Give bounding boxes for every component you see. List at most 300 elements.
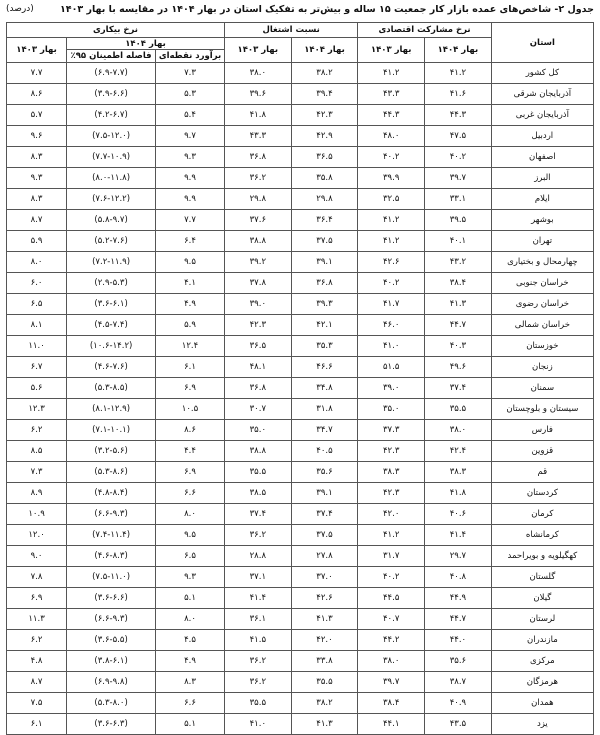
header-unemployment-1403: بهار ۱۴۰۳ [7,38,67,63]
cell-unemployment-1403: ۷.۸ [7,567,67,588]
cell-participation-1404: ۴۴.۷ [425,315,492,336]
table-row [7,714,594,735]
header-employment-1403: بهار ۱۴۰۳ [224,38,291,63]
cell-ci95: (۵.۳-۸.۶) [67,462,156,483]
cell-participation-1404: ۳۳.۱ [425,189,492,210]
cell-participation-1404: ۳۹.۷ [425,168,492,189]
cell-employment-1404: ۴۱.۳ [291,609,358,630]
cell-ci95: (۶.۹-۹.۸) [67,672,156,693]
cell-participation-1403: ۳۸.۴ [358,693,425,714]
cell-province: کهگیلویه و بویراحمد [491,546,593,567]
cell-participation-1404: ۳۵.۶ [425,651,492,672]
cell-participation-1404: ۴۷.۵ [425,126,492,147]
cell-unemployment-1403: ۶.۲ [7,630,67,651]
cell-participation-1403: ۴۴.۳ [358,105,425,126]
cell-unemployment-1403: ۸.۳ [7,189,67,210]
cell-province: تهران [491,231,593,252]
cell-employment-1403: ۳۶.۲ [224,525,291,546]
cell-unemployment-1404: ۹.۳ [156,147,225,168]
cell-participation-1403: ۴۸.۰ [358,126,425,147]
cell-unemployment-1403: ۹.۶ [7,126,67,147]
table-row [7,693,594,714]
table-row [7,315,594,336]
cell-unemployment-1403: ۱۰.۹ [7,504,67,525]
cell-ci95: (۸.۱-۱۲.۹) [67,399,156,420]
cell-province: خراسان شمالی [491,315,593,336]
cell-unemployment-1404: ۵.۱ [156,714,225,735]
table-row [7,231,594,252]
cell-unemployment-1404: ۶.۶ [156,483,225,504]
cell-participation-1404: ۲۹.۷ [425,546,492,567]
cell-employment-1404: ۳۹.۱ [291,483,358,504]
table-row [7,147,594,168]
cell-participation-1404: ۴۳.۲ [425,252,492,273]
cell-province: لرستان [491,609,593,630]
cell-province: اصفهان [491,147,593,168]
cell-participation-1404: ۴۴.۷ [425,609,492,630]
cell-participation-1404: ۴۴.۳ [425,105,492,126]
table-row [7,609,594,630]
cell-ci95: (۷.۲-۱۱.۹) [67,252,156,273]
cell-province: فارس [491,420,593,441]
cell-participation-1404: ۴۰.۳ [425,336,492,357]
cell-employment-1404: ۳۸.۲ [291,63,358,84]
cell-unemployment-1403: ۱۱.۰ [7,336,67,357]
cell-unemployment-1403: ۸.۵ [7,441,67,462]
table-row [7,168,594,189]
cell-employment-1403: ۳۵.۵ [224,462,291,483]
cell-unemployment-1403: ۶.۵ [7,294,67,315]
cell-participation-1403: ۴۲.۳ [358,483,425,504]
cell-employment-1403: ۲۸.۸ [224,546,291,567]
cell-ci95: (۱۰.۶-۱۴.۲) [67,336,156,357]
cell-participation-1404: ۳۹.۵ [425,210,492,231]
cell-participation-1403: ۴۰.۲ [358,147,425,168]
table-row [7,210,594,231]
cell-unemployment-1403: ۱۲.۰ [7,525,67,546]
cell-participation-1404: ۴۱.۴ [425,525,492,546]
header-participation-1404: بهار ۱۴۰۴ [425,38,492,63]
cell-participation-1403: ۴۰.۲ [358,273,425,294]
cell-ci95: (۵.۳-۸.۰) [67,693,156,714]
table-row [7,336,594,357]
cell-employment-1404: ۴۲.۳ [291,105,358,126]
cell-employment-1404: ۳۵.۸ [291,168,358,189]
cell-participation-1404: ۴۱.۲ [425,63,492,84]
cell-participation-1404: ۴۰.۱ [425,231,492,252]
cell-unemployment-1404: ۹.۳ [156,567,225,588]
cell-employment-1403: ۳۶.۲ [224,672,291,693]
cell-province: کل کشور [491,63,593,84]
cell-unemployment-1403: ۵.۷ [7,105,67,126]
cell-employment-1403: ۴۲.۳ [224,315,291,336]
cell-unemployment-1404: ۹.۷ [156,126,225,147]
cell-unemployment-1404: ۸.۰ [156,609,225,630]
cell-unemployment-1403: ۷.۵ [7,693,67,714]
cell-participation-1403: ۴۰.۷ [358,609,425,630]
table-row [7,462,594,483]
cell-ci95: (۴.۵-۷.۴) [67,315,156,336]
cell-ci95: (۷.۵-۱۲.۰) [67,126,156,147]
cell-employment-1404: ۴۱.۳ [291,714,358,735]
cell-employment-1403: ۳۶.۸ [224,147,291,168]
cell-participation-1404: ۴۳.۵ [425,714,492,735]
header-unemployment-1404: بهار ۱۴۰۴ [67,38,225,50]
cell-unemployment-1403: ۸.۰ [7,252,67,273]
table-row [7,84,594,105]
cell-employment-1403: ۴۳.۳ [224,126,291,147]
table-row [7,105,594,126]
cell-ci95: (۳.۶-۵.۵) [67,630,156,651]
cell-province: خوزستان [491,336,593,357]
cell-participation-1404: ۴۴.۹ [425,588,492,609]
cell-employment-1403: ۳۶.۵ [224,336,291,357]
cell-employment-1403: ۳۸.۵ [224,483,291,504]
cell-participation-1403: ۳۱.۷ [358,546,425,567]
cell-employment-1404: ۳۶.۴ [291,210,358,231]
cell-employment-1403: ۳۹.۲ [224,252,291,273]
cell-participation-1403: ۴۱.۲ [358,525,425,546]
cell-employment-1404: ۴۰.۵ [291,441,358,462]
cell-province: کردستان [491,483,593,504]
cell-participation-1403: ۴۱.۲ [358,231,425,252]
table-row [7,546,594,567]
cell-employment-1404: ۴۲.۰ [291,630,358,651]
cell-province: گیلان [491,588,593,609]
cell-ci95: (۳.۶-۶.۱) [67,294,156,315]
cell-ci95: (۶.۶-۹.۳) [67,609,156,630]
cell-employment-1404: ۳۸.۲ [291,693,358,714]
cell-province: اردبیل [491,126,593,147]
cell-ci95: (۴.۲-۶.۷) [67,105,156,126]
cell-employment-1404: ۴۶.۶ [291,357,358,378]
cell-unemployment-1403: ۸.۶ [7,84,67,105]
cell-employment-1403: ۳۶.۸ [224,378,291,399]
table-body [7,63,594,735]
cell-employment-1404: ۳۶.۸ [291,273,358,294]
table-row [7,273,594,294]
cell-participation-1404: ۴۰.۹ [425,693,492,714]
cell-unemployment-1404: ۴.۴ [156,441,225,462]
cell-participation-1403: ۴۰.۲ [358,567,425,588]
cell-unemployment-1404: ۶.۵ [156,546,225,567]
cell-participation-1403: ۴۳.۳ [358,84,425,105]
cell-ci95: (۶.۶-۹.۳) [67,504,156,525]
cell-employment-1404: ۲۹.۸ [291,189,358,210]
cell-participation-1404: ۴۰.۶ [425,504,492,525]
cell-employment-1404: ۴۲.۶ [291,588,358,609]
cell-participation-1403: ۴۱.۰ [358,336,425,357]
cell-participation-1404: ۳۷.۴ [425,378,492,399]
cell-unemployment-1404: ۴.۹ [156,294,225,315]
cell-unemployment-1403: ۵.۶ [7,378,67,399]
cell-employment-1403: ۳۵.۰ [224,420,291,441]
cell-employment-1403: ۳۶.۲ [224,168,291,189]
cell-employment-1403: ۳۷.۱ [224,567,291,588]
table-row [7,399,594,420]
cell-ci95: (۷.۱-۱۰.۱) [67,420,156,441]
cell-ci95: (۳.۸-۶.۱) [67,651,156,672]
cell-ci95: (۶.۹-۷.۷) [67,63,156,84]
cell-ci95: (۸.۰-۱۱.۸) [67,168,156,189]
table-row [7,651,594,672]
header-unemployment: نرخ بیکاری [7,23,225,38]
cell-ci95: (۲.۹-۵.۳) [67,273,156,294]
cell-participation-1403: ۴۲.۰ [358,504,425,525]
cell-employment-1404: ۳۵.۶ [291,462,358,483]
cell-participation-1404: ۳۸.۰ [425,420,492,441]
cell-participation-1404: ۴۰.۸ [425,567,492,588]
cell-participation-1404: ۴۴.۰ [425,630,492,651]
header-participation: نرخ مشارکت اقتصادی [358,23,491,38]
cell-province: زنجان [491,357,593,378]
cell-employment-1404: ۴۲.۹ [291,126,358,147]
cell-employment-1404: ۳۶.۵ [291,147,358,168]
cell-province: مازندران [491,630,593,651]
cell-employment-1404: ۳۵.۳ [291,336,358,357]
cell-participation-1403: ۴۱.۲ [358,210,425,231]
cell-employment-1403: ۳۵.۵ [224,693,291,714]
cell-participation-1403: ۳۸.۳ [358,462,425,483]
cell-ci95: (۳.۲-۵.۶) [67,441,156,462]
cell-participation-1404: ۳۵.۵ [425,399,492,420]
cell-employment-1404: ۳۹.۳ [291,294,358,315]
cell-unemployment-1404: ۵.۹ [156,315,225,336]
cell-unemployment-1404: ۹.۹ [156,189,225,210]
cell-employment-1404: ۳۴.۷ [291,420,358,441]
cell-unemployment-1403: ۶.۷ [7,357,67,378]
header-participation-1403: بهار ۱۴۰۳ [358,38,425,63]
cell-employment-1403: ۳۷.۴ [224,504,291,525]
table-title: جدول ۲- شاخص‌های عمده بازار کار جمعیت ۱۵ ساله و بیش‌تر به تفکیک استان در بهار ۱۴۰۴ در مقایسه با بهار ۱۴۰۳ [59,4,594,15]
cell-province: سیستان و بلوچستان [491,399,593,420]
cell-participation-1404: ۳۸.۴ [425,273,492,294]
cell-unemployment-1403: ۹.۳ [7,168,67,189]
cell-participation-1403: ۳۲.۵ [358,189,425,210]
cell-participation-1403: ۳۹.۷ [358,672,425,693]
cell-unemployment-1403: ۶.۹ [7,588,67,609]
table-row [7,420,594,441]
cell-participation-1403: ۵۱.۵ [358,357,425,378]
cell-employment-1403: ۳۶.۲ [224,651,291,672]
cell-ci95: (۷.۴-۱۱.۴) [67,525,156,546]
cell-unemployment-1404: ۵.۳ [156,84,225,105]
cell-province: البرز [491,168,593,189]
cell-participation-1404: ۴۲.۴ [425,441,492,462]
cell-unemployment-1404: ۸.۶ [156,420,225,441]
cell-participation-1404: ۴۹.۶ [425,357,492,378]
cell-unemployment-1403: ۷.۳ [7,462,67,483]
cell-participation-1403: ۴۶.۰ [358,315,425,336]
cell-participation-1403: ۳۹.۹ [358,168,425,189]
cell-participation-1404: ۴۰.۲ [425,147,492,168]
cell-province: ایلام [491,189,593,210]
cell-unemployment-1404: ۱۰.۵ [156,399,225,420]
cell-employment-1404: ۳۳.۸ [291,651,358,672]
cell-ci95: (۵.۸-۹.۷) [67,210,156,231]
cell-employment-1404: ۳۷.۰ [291,567,358,588]
cell-province: سمنان [491,378,593,399]
cell-unemployment-1403: ۵.۹ [7,231,67,252]
cell-province: آذربایجان شرقی [491,84,593,105]
cell-unemployment-1404: ۱۲.۴ [156,336,225,357]
cell-employment-1403: ۳۷.۶ [224,210,291,231]
cell-ci95: (۳.۶-۶.۶) [67,588,156,609]
cell-unemployment-1404: ۴.۹ [156,651,225,672]
cell-province: قزوین [491,441,593,462]
table-row [7,504,594,525]
cell-employment-1404: ۳۱.۸ [291,399,358,420]
cell-participation-1403: ۴۴.۵ [358,588,425,609]
cell-unemployment-1403: ۱۲.۳ [7,399,67,420]
cell-unemployment-1403: ۶.۰ [7,273,67,294]
cell-employment-1403: ۴۱.۸ [224,105,291,126]
cell-ci95: (۴.۸-۸.۴) [67,483,156,504]
cell-participation-1403: ۴۱.۷ [358,294,425,315]
cell-province: بوشهر [491,210,593,231]
cell-unemployment-1403: ۷.۷ [7,63,67,84]
cell-employment-1403: ۴۱.۵ [224,630,291,651]
cell-participation-1403: ۳۵.۰ [358,399,425,420]
cell-province: مرکزی [491,651,593,672]
table-row [7,294,594,315]
cell-employment-1404: ۳۴.۸ [291,378,358,399]
cell-province: هرمزگان [491,672,593,693]
cell-unemployment-1403: ۸.۹ [7,483,67,504]
cell-participation-1404: ۳۸.۳ [425,462,492,483]
cell-unemployment-1404: ۶.۴ [156,231,225,252]
cell-province: آذربایجان غربی [491,105,593,126]
cell-ci95: (۴.۶-۷.۶) [67,357,156,378]
cell-participation-1403: ۳۷.۳ [358,420,425,441]
labor-market-table [6,22,594,735]
table-row [7,378,594,399]
table-row [7,252,594,273]
cell-employment-1403: ۳۹.۶ [224,84,291,105]
cell-ci95: (۷.۶-۱۲.۲) [67,189,156,210]
cell-ci95: (۷.۵-۱۱.۰) [67,567,156,588]
cell-unemployment-1404: ۸.۳ [156,672,225,693]
table-row [7,525,594,546]
cell-employment-1404: ۳۹.۱ [291,252,358,273]
header-employment-1404: بهار ۱۴۰۴ [291,38,358,63]
cell-participation-1403: ۴۴.۲ [358,630,425,651]
cell-province: خراسان جنوبی [491,273,593,294]
cell-ci95: (۵.۲-۷.۶) [67,231,156,252]
cell-employment-1403: ۳۸.۰ [224,63,291,84]
cell-unemployment-1403: ۹.۰ [7,546,67,567]
cell-employment-1403: ۳۰.۷ [224,399,291,420]
cell-province: همدان [491,693,593,714]
cell-ci95: (۳.۶-۶.۳) [67,714,156,735]
cell-unemployment-1403: ۴.۸ [7,651,67,672]
cell-unemployment-1403: ۸.۳ [7,147,67,168]
table-row [7,126,594,147]
cell-unemployment-1404: ۶.۶ [156,693,225,714]
cell-participation-1403: ۴۲.۳ [358,441,425,462]
cell-participation-1403: ۳۹.۰ [358,378,425,399]
cell-participation-1404: ۴۱.۶ [425,84,492,105]
cell-unemployment-1404: ۷.۳ [156,63,225,84]
cell-unemployment-1404: ۹.۵ [156,252,225,273]
cell-employment-1404: ۳۷.۴ [291,504,358,525]
cell-participation-1404: ۴۱.۳ [425,294,492,315]
header-province: استان [491,23,593,63]
cell-province: یزد [491,714,593,735]
cell-employment-1403: ۳۷.۸ [224,273,291,294]
cell-participation-1403: ۴۲.۶ [358,252,425,273]
cell-employment-1403: ۳۸.۸ [224,231,291,252]
table-row [7,672,594,693]
unit-label: (درصد) [6,4,34,14]
cell-unemployment-1404: ۴.۱ [156,273,225,294]
cell-unemployment-1403: ۸.۱ [7,315,67,336]
cell-unemployment-1403: ۶.۲ [7,420,67,441]
cell-employment-1403: ۴۱.۰ [224,714,291,735]
cell-employment-1403: ۳۶.۱ [224,609,291,630]
cell-province: کرمان [491,504,593,525]
cell-participation-1403: ۳۸.۰ [358,651,425,672]
cell-unemployment-1404: ۹.۹ [156,168,225,189]
cell-unemployment-1403: ۸.۷ [7,210,67,231]
cell-ci95: (۴.۶-۸.۳) [67,546,156,567]
cell-employment-1404: ۲۷.۸ [291,546,358,567]
cell-participation-1404: ۳۸.۷ [425,672,492,693]
table-row [7,357,594,378]
table-row [7,567,594,588]
cell-participation-1403: ۴۴.۱ [358,714,425,735]
cell-unemployment-1404: ۷.۷ [156,210,225,231]
cell-employment-1404: ۳۷.۵ [291,525,358,546]
table-row [7,63,594,84]
table-row [7,189,594,210]
cell-unemployment-1404: ۸.۰ [156,504,225,525]
cell-unemployment-1404: ۶.۹ [156,378,225,399]
table-row [7,630,594,651]
cell-ci95: (۵.۳-۸.۵) [67,378,156,399]
cell-ci95: (۷.۷-۱۰.۹) [67,147,156,168]
cell-employment-1404: ۳۵.۵ [291,672,358,693]
table-row [7,588,594,609]
header-employment: نسبت اشتغال [224,23,357,38]
table-row [7,483,594,504]
title-row [6,4,594,20]
cell-unemployment-1404: ۶.۹ [156,462,225,483]
cell-employment-1403: ۳۸.۸ [224,441,291,462]
cell-unemployment-1403: ۶.۱ [7,714,67,735]
cell-participation-1403: ۴۱.۲ [358,63,425,84]
cell-province: قم [491,462,593,483]
cell-employment-1403: ۴۱.۴ [224,588,291,609]
cell-unemployment-1403: ۸.۷ [7,672,67,693]
table-row [7,441,594,462]
cell-ci95: (۳.۹-۶.۶) [67,84,156,105]
cell-province: گلستان [491,567,593,588]
cell-unemployment-1404: ۶.۱ [156,357,225,378]
cell-province: خراسان رضوی [491,294,593,315]
cell-employment-1404: ۳۹.۴ [291,84,358,105]
header-point-estimate: برآورد نقطه‌ای [156,50,225,63]
cell-employment-1403: ۲۹.۸ [224,189,291,210]
cell-participation-1404: ۴۱.۸ [425,483,492,504]
cell-unemployment-1404: ۵.۴ [156,105,225,126]
header-ci95: فاصله اطمینان ۹۵٪ [67,50,156,63]
cell-employment-1404: ۴۲.۱ [291,315,358,336]
cell-unemployment-1404: ۹.۵ [156,525,225,546]
cell-province: چهارمحال و بختیاری [491,252,593,273]
cell-employment-1403: ۴۸.۱ [224,357,291,378]
cell-employment-1404: ۳۷.۵ [291,231,358,252]
